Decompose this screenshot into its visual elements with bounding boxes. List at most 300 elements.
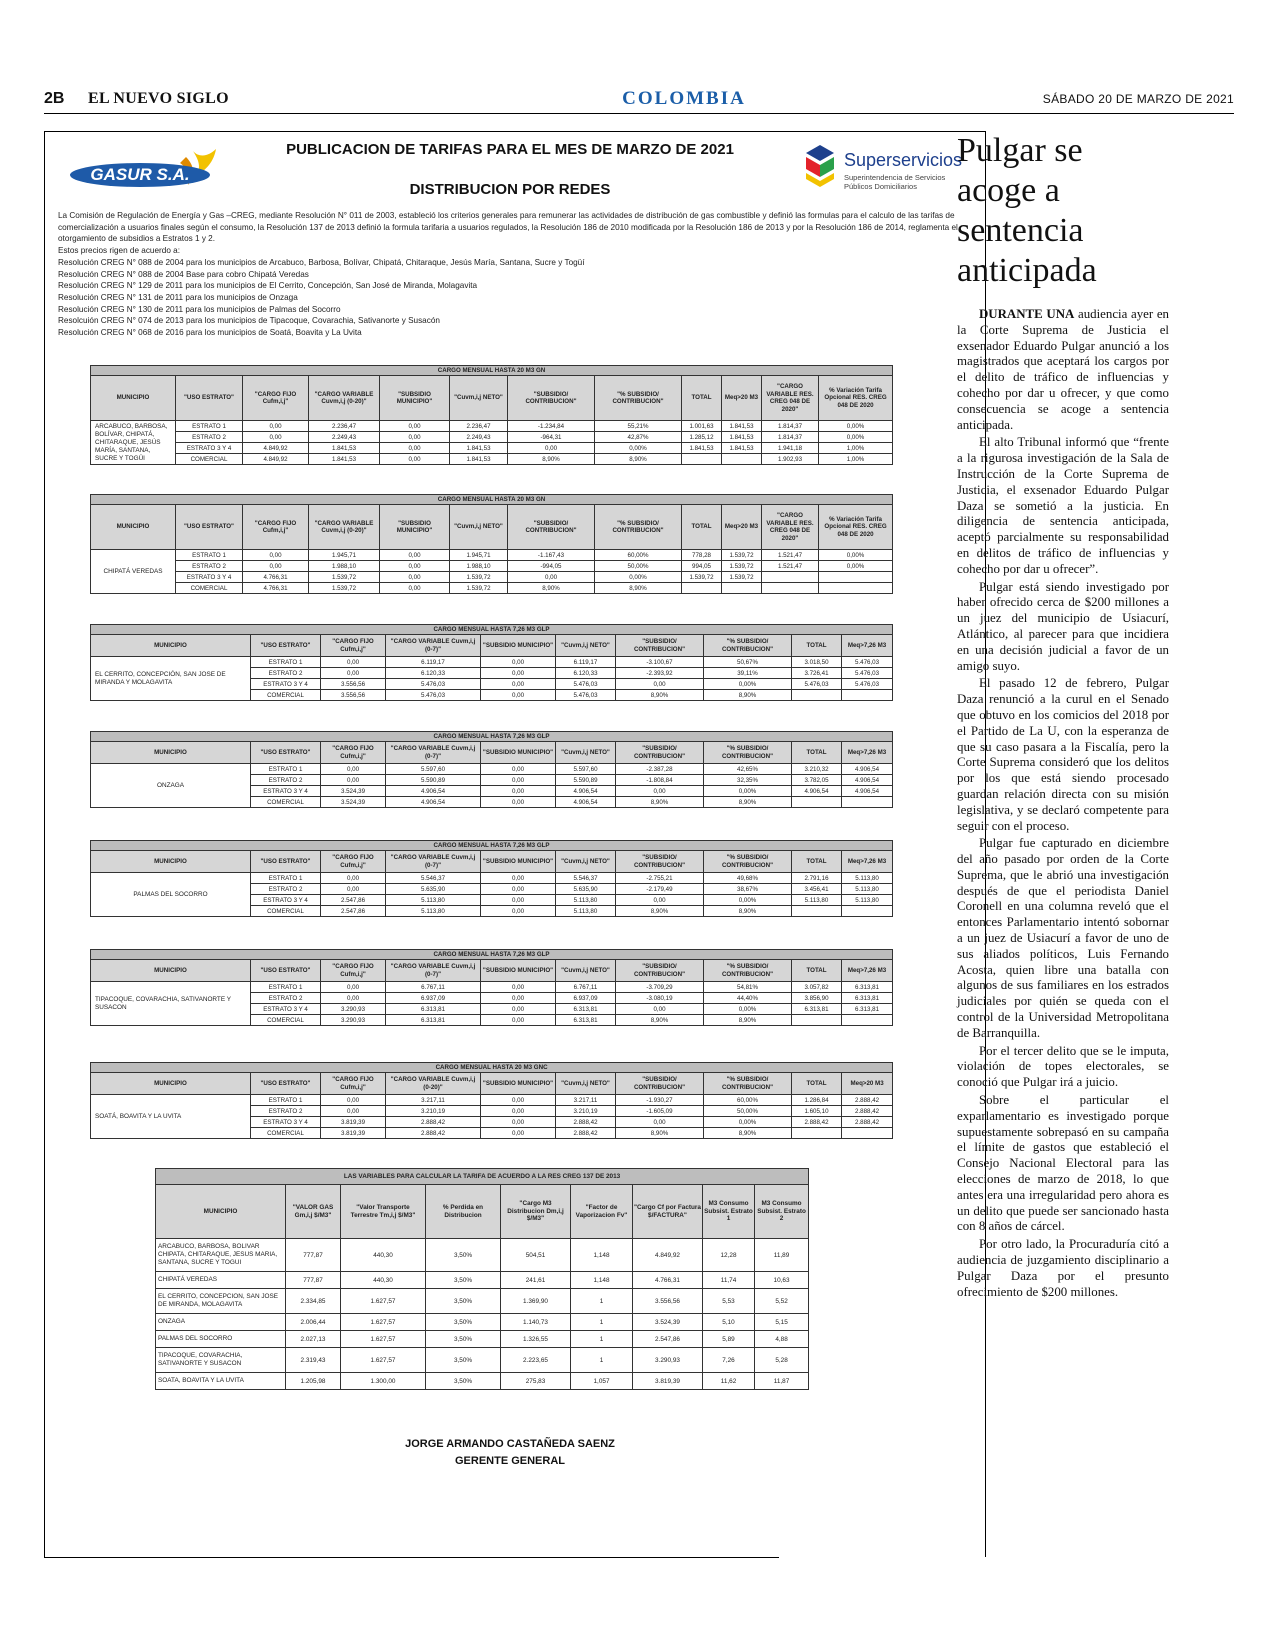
table-cell: 5.476,03 — [842, 679, 893, 690]
table-cell: 0,00 — [321, 1095, 386, 1106]
column-header: "% SUBSIDIO/ CONTRIBUCION" — [704, 742, 792, 764]
table-cell: 777,87 — [286, 1239, 341, 1272]
column-header: "CARGO VARIABLE Cuvm,i,j (0-7)" — [386, 742, 481, 764]
table-cell: 440,30 — [341, 1239, 426, 1272]
article-paragraph: El alto Tribunal informó que “frente a la rigurosa investigación de la Sala de Instrucción de la Corte Suprema de Justicia, el exsenador Eduardo Pulgar Daza se sometió a la justicia. En diligencia de sentencia anticipada, aceptó parcialmente su responsabilidad en delitos de tráfico de influencias y cohecho por dar u ofrecer”. — [957, 435, 1169, 576]
table-cell: ESTRATO 3 Y 4 — [251, 679, 321, 690]
column-header: "% SUBSIDIO/ CONTRIBUCION" — [595, 376, 682, 421]
table-cell: 0,00% — [595, 443, 682, 454]
table-cell: 3.556,56 — [321, 690, 386, 701]
issue-date: SÁBADO 20 DE MARZO DE 2021 — [1042, 92, 1234, 106]
table-cell: ESTRATO 1 — [251, 873, 321, 884]
table-cell: 3.819,39 — [321, 1117, 386, 1128]
table-cell: 0,00 — [380, 561, 450, 572]
column-header: Meq>20 M3 — [842, 1073, 893, 1095]
table-cell: ESTRATO 1 — [251, 657, 321, 668]
column-header: "SUBSIDIO MUNICIPIO" — [481, 1073, 556, 1095]
table-cell: 1.521,47 — [762, 550, 819, 561]
superservicios-subtitle: Superintendencia de Servicios Públicos Domiciliarios — [844, 173, 946, 191]
column-header: "% SUBSIDIO/ CONTRIBUCION" — [704, 635, 792, 657]
table-row — [156, 1272, 809, 1289]
table-cell — [792, 690, 842, 701]
table-cell: 3,50% — [426, 1289, 501, 1314]
table-caption-row — [91, 625, 893, 635]
column-header: "CARGO FIJO Cufm,i,j" — [321, 742, 386, 764]
column-header: "USO ESTRATO" — [251, 1073, 321, 1095]
table-row — [91, 1095, 893, 1106]
column-header: "CARGO VARIABLE Cuvm,i,j (0-7)" — [386, 635, 481, 657]
column-header: TOTAL — [682, 376, 722, 421]
table-cell: 3,50% — [426, 1331, 501, 1348]
table-cell: 8,90% — [595, 454, 682, 465]
table-cell: ESTRATO 3 Y 4 — [176, 443, 243, 454]
column-header: TOTAL — [792, 742, 842, 764]
table-header-row — [91, 376, 893, 421]
table-row — [91, 764, 893, 775]
table-cell: 5.113,80 — [386, 895, 481, 906]
tariff-table — [90, 949, 893, 1026]
column-header: M3 Consumo Subsist. Estrato 1 — [703, 1185, 755, 1239]
table-row — [156, 1348, 809, 1373]
column-header: "SUBSIDIO MUNICIPIO" — [481, 960, 556, 982]
table-cell: 0,00 — [481, 982, 556, 993]
table-cell: 2.547,86 — [633, 1331, 703, 1348]
column-header: % Variación Tarifa Opcional RES. CREG 048 DE 2020 — [819, 505, 893, 550]
table-cell: 0,00 — [481, 679, 556, 690]
article-paragraph: El pasado 12 de febrero, Pulgar Daza renunció a la curul en el Senado que obtuvo en los comicios del 2018 por el Partido de La U, con la esperanza de que su caso pasara a la Fiscalía, pero la Corte Suprema consideró que los delitos por los que está siendo procesado guardan relación directa con su misión legislativa, y se declaró competente para seguir con el proceso. — [957, 676, 1169, 833]
table-cell: 8,90% — [616, 690, 704, 701]
table-cell: 0,00 — [481, 1128, 556, 1139]
municipio-cell: TIPACOQUE, COVARACHIA, SATIVANORTE Y SUSACON — [156, 1348, 286, 1373]
column-header: "VALOR GAS Gm,i,j $/M3" — [286, 1185, 341, 1239]
table-cell: 6.313,81 — [386, 1004, 481, 1015]
signature-title: GERENTE GENERAL — [454, 1455, 565, 1467]
table-cell: 5.476,03 — [556, 679, 616, 690]
table-cell: ESTRATO 2 — [251, 668, 321, 679]
table-cell: 2.334,85 — [286, 1289, 341, 1314]
table-cell: 1.841,53 — [309, 454, 380, 465]
table-cell: 5.597,60 — [556, 764, 616, 775]
table-cell: 0,00 — [481, 690, 556, 701]
table-cell: 1.841,53 — [450, 454, 508, 465]
table-cell: 994,05 — [682, 561, 722, 572]
table-caption-row — [156, 1169, 809, 1185]
table-cell: 8,90% — [616, 797, 704, 808]
table-cell: 11,87 — [755, 1373, 809, 1390]
table-cell: 2.888,42 — [842, 1117, 893, 1128]
table-cell: 0,00 — [321, 764, 386, 775]
table-cell: -1.808,84 — [616, 775, 704, 786]
table-cell: 32,35% — [704, 775, 792, 786]
table-row — [91, 873, 893, 884]
table-cell: 6.313,81 — [556, 1004, 616, 1015]
table-cell: 5.546,37 — [556, 873, 616, 884]
column-header: "Cuvm,i,j NETO" — [556, 635, 616, 657]
table-row — [91, 454, 893, 465]
page-number: 2B — [44, 90, 65, 107]
table-cell: 3.217,11 — [556, 1095, 616, 1106]
table-cell: 3,50% — [426, 1373, 501, 1390]
table-cell: 0,00 — [616, 895, 704, 906]
table-cell: 3.856,90 — [792, 993, 842, 1004]
column-header: TOTAL — [792, 960, 842, 982]
table-caption: CARGO MENSUAL HASTA 20 M3 GN — [91, 495, 893, 505]
table-caption-row — [91, 366, 893, 376]
table-cell: ESTRATO 1 — [251, 982, 321, 993]
superservicios-name: Superservicios — [844, 150, 963, 170]
table-cell: 2.249,43 — [309, 432, 380, 443]
column-header: "USO ESTRATO" — [251, 960, 321, 982]
table-cell: 2.888,42 — [792, 1117, 842, 1128]
column-header: MUNICIPIO — [156, 1185, 286, 1239]
table-cell: ESTRATO 3 Y 4 — [251, 786, 321, 797]
column-header: Meq>7,26 M3 — [842, 851, 893, 873]
table-cell: ESTRATO 2 — [251, 993, 321, 1004]
column-header: MUNICIPIO — [91, 635, 251, 657]
column-header: MUNICIPIO — [91, 505, 176, 550]
table-cell: 2.547,86 — [321, 906, 386, 917]
table-cell: 1.841,53 — [722, 443, 762, 454]
table-cell: 4.849,92 — [633, 1239, 703, 1272]
table-cell: 2.888,42 — [386, 1117, 481, 1128]
table-cell: 4.766,31 — [633, 1272, 703, 1289]
table-cell — [842, 797, 893, 808]
table-cell: 3.018,50 — [792, 657, 842, 668]
table-cell: 1,148 — [571, 1272, 633, 1289]
table-cell: 0,00 — [380, 421, 450, 432]
table-cell: 42,87% — [595, 432, 682, 443]
article-paragraph: DURANTE UNA audiencia ayer en la Corte Suprema de Justicia el exsenador Eduardo Pulgar anunció a los magistrados que aceptará los cargos por el delito de tráfico de influencias y cohecho por dar u ofrecer, y que como consecuencia se acoge a sentencia anticipada. — [957, 307, 1169, 432]
table-cell: 5,89 — [703, 1331, 755, 1348]
table-row — [156, 1239, 809, 1272]
table-cell: 1.521,47 — [762, 561, 819, 572]
table-cell: 2.888,42 — [842, 1106, 893, 1117]
table-cell: 1.841,53 — [722, 421, 762, 432]
table-cell: 60,00% — [704, 1095, 792, 1106]
table-cell: 0,00 — [616, 679, 704, 690]
svg-text:GASUR S.A.: GASUR S.A. — [90, 165, 190, 184]
table-row — [91, 657, 893, 668]
table-cell: -1.930,27 — [616, 1095, 704, 1106]
column-header: "SUBSIDIO/ CONTRIBUCION" — [616, 960, 704, 982]
column-header: TOTAL — [682, 505, 722, 550]
table-cell: 4,88 — [755, 1331, 809, 1348]
table-cell: 0,00 — [481, 993, 556, 1004]
table-cell: 2.888,42 — [386, 1128, 481, 1139]
table-cell — [792, 906, 842, 917]
article-headline: Pulgar se acoge a sentencia anticipada — [957, 132, 1097, 289]
column-header: TOTAL — [792, 635, 842, 657]
table-cell: 5.113,80 — [842, 895, 893, 906]
municipio-cell: EL CERRITO, CONCEPCION, SAN JOSE DE MIRANDA, MOLAGAVITA — [156, 1289, 286, 1314]
article-paragraph: Pulgar está siendo investigado por haber ofrecido cerca de $200 millones a un juez del municipio de Usiacurí, Atlántico, al parecer para que incidiera en una decisión judicial a favor de un amigo suyo. — [957, 579, 1169, 673]
table-cell: 1.841,53 — [682, 443, 722, 454]
article-paragraph: Por el tercer delito que se le imputa, violación de topes electorales, se conoció que Pulgar irá a juicio. — [957, 1043, 1169, 1090]
table-cell: ESTRATO 1 — [251, 764, 321, 775]
table-cell: 8,90% — [616, 1015, 704, 1026]
table-cell: 6.767,11 — [556, 982, 616, 993]
table-cell: 6.937,09 — [386, 993, 481, 1004]
resolution-line: Resolcuión CREG N° 074 de 2013 para los municipios de Tipacoque, Covarachia, Sativanorte y Susacón — [58, 316, 440, 326]
table-cell — [722, 454, 762, 465]
table-cell: 11,74 — [703, 1272, 755, 1289]
table-cell: 1.539,72 — [722, 561, 762, 572]
table-cell: 0,00 — [321, 775, 386, 786]
table-cell: 5.597,60 — [386, 764, 481, 775]
table-cell: 1 — [571, 1289, 633, 1314]
table-cell: 5.476,03 — [556, 690, 616, 701]
table-cell: 3.210,32 — [792, 764, 842, 775]
table-cell: 1 — [571, 1348, 633, 1373]
table-cell: 4.766,31 — [243, 572, 309, 583]
table-cell: 0,00 — [481, 906, 556, 917]
table-cell: 4.906,54 — [792, 786, 842, 797]
table-cell: 0,00 — [321, 668, 386, 679]
table-cell: 4.849,92 — [243, 454, 309, 465]
table-cell: -2.179,49 — [616, 884, 704, 895]
table-cell: 5,10 — [703, 1314, 755, 1331]
table-cell: 0,00 — [616, 1117, 704, 1128]
page-header — [44, 86, 1234, 114]
table-cell: COMERCIAL — [251, 690, 321, 701]
column-header: MUNICIPIO — [91, 742, 251, 764]
table-cell: 0,00 — [481, 884, 556, 895]
table-cell: 8,90% — [704, 797, 792, 808]
column-header: "SUBSIDIO/ CONTRIBUCION" — [616, 635, 704, 657]
table-cell: 4.849,92 — [243, 443, 309, 454]
newspaper-name: EL NUEVO SIGLO — [88, 90, 229, 107]
table-cell: 5.590,89 — [556, 775, 616, 786]
table-cell: 0,00 — [321, 1106, 386, 1117]
table-cell — [842, 1015, 893, 1026]
table-cell: 0,00% — [704, 786, 792, 797]
table-cell: 0,00% — [819, 432, 893, 443]
table-cell: 5,28 — [755, 1348, 809, 1373]
table-cell: 0,00% — [595, 572, 682, 583]
table-cell: ESTRATO 2 — [176, 432, 243, 443]
column-header: "Cuvm,i,j NETO" — [450, 505, 508, 550]
table-cell: 0,00 — [481, 657, 556, 668]
table-cell: 4.906,54 — [842, 764, 893, 775]
table-cell: 60,00% — [595, 550, 682, 561]
table-cell: 3.524,39 — [633, 1314, 703, 1331]
table-cell: 0,00% — [819, 421, 893, 432]
municipio-cell: PALMAS DEL SOCORRO — [91, 873, 251, 917]
table-cell: 3.210,19 — [556, 1106, 616, 1117]
table-cell: ESTRATO 3 Y 4 — [251, 1004, 321, 1015]
tariff-table — [90, 494, 893, 594]
table-cell: 6.313,81 — [792, 1004, 842, 1015]
table-cell: ESTRATO 3 Y 4 — [251, 1117, 321, 1128]
table-cell: -964,31 — [508, 432, 595, 443]
table-cell: 1.814,37 — [762, 432, 819, 443]
resolution-line: Resolución CREG N° 129 de 2011 para los municipios de El Cerrito, Concepción, San José de Miranda, Molagavita — [58, 281, 478, 291]
municipio-cell: ARCABUCO, BARBOSA, BOLIVAR CHIPATA, CHITARAQUE, JESUS MARIA, SANTANA, SUCRE Y TOGUI — [156, 1239, 286, 1272]
table-cell — [682, 454, 722, 465]
table-cell: 5.113,80 — [792, 895, 842, 906]
table-cell: 5.113,80 — [386, 906, 481, 917]
table-cell: 0,00 — [380, 443, 450, 454]
table-header-row — [91, 851, 893, 873]
column-header: "CARGO FIJO Cufm,i,j" — [321, 1073, 386, 1095]
table-cell: 8,90% — [616, 906, 704, 917]
table-cell: 1.539,72 — [450, 583, 508, 594]
table-cell: 2.547,86 — [321, 895, 386, 906]
column-header: "SUBSIDIO/ CONTRIBUCION" — [616, 1073, 704, 1095]
column-header: "CARGO VARIABLE Cuvm,i,j (0-20)" — [309, 505, 380, 550]
table-cell: 3.217,11 — [386, 1095, 481, 1106]
prices-intro: Estos precios rigen de acuerdo a: — [58, 246, 180, 256]
table-cell: 11,89 — [755, 1239, 809, 1272]
table-cell: -1.605,09 — [616, 1106, 704, 1117]
column-header: MUNICIPIO — [91, 376, 176, 421]
table-row — [91, 421, 893, 432]
table-cell: 6.767,11 — [386, 982, 481, 993]
table-row — [156, 1373, 809, 1390]
table-cell: ESTRATO 2 — [251, 1106, 321, 1117]
table-cell: 3.556,56 — [633, 1289, 703, 1314]
table-cell: 8,90% — [508, 454, 595, 465]
tariff-ad-bottom-rule — [44, 1557, 779, 1558]
table-cell: 7,26 — [703, 1348, 755, 1373]
table-cell: 5.476,03 — [386, 679, 481, 690]
column-header: M3 Consumo Subsist. Estrato 2 — [755, 1185, 809, 1239]
table-cell: 39,11% — [704, 668, 792, 679]
table-cell: 275,83 — [501, 1373, 571, 1390]
resolution-line: Resolución CREG N° 088 de 2004 para los municipios de Arcabuco, Barbosa, Bolívar, Chipatá, Chitaraque, Jesús María, Santana, Sucre y Togüí — [58, 257, 585, 267]
table-cell: 0,00 — [321, 873, 386, 884]
column-header: % Perdida en Distribucion — [426, 1185, 501, 1239]
column-header: "SUBSIDIO MUNICIPIO" — [481, 851, 556, 873]
table-cell: 4.906,54 — [842, 775, 893, 786]
table-cell: 4.906,54 — [386, 786, 481, 797]
table-cell: 0,00 — [380, 432, 450, 443]
column-header: Meq>7,26 M3 — [842, 960, 893, 982]
table-cell: 3.290,93 — [321, 1004, 386, 1015]
table-cell: 1.841,53 — [450, 443, 508, 454]
table-cell: 4.906,54 — [556, 786, 616, 797]
table-cell: 6.120,33 — [556, 668, 616, 679]
table-cell: 0,00 — [481, 1117, 556, 1128]
lead-caps: DURANTE UNA — [979, 307, 1075, 321]
table-cell — [792, 1015, 842, 1026]
column-header: "SUBSIDIO/ CONTRIBUCION" — [508, 376, 595, 421]
table-cell: ESTRATO 2 — [251, 884, 321, 895]
table-cell: 49,68% — [704, 873, 792, 884]
column-header: "CARGO VARIABLE RES. CREG 048 DE 2020" — [762, 376, 819, 421]
table-cell: -2.387,28 — [616, 764, 704, 775]
table-caption: CARGO MENSUAL HASTA 20 M3 GNC — [91, 1063, 893, 1073]
article-paragraph: Pulgar fue capturado en diciembre del año pasado por orden de la Corte Suprema, que le abrió una investigación después de que el periodista Daniel Coronell en una columna reveló que el entonces Parlamentario intentó sobornar a un juez de Usiacurí a favor de uno de sus aliados políticos, Luis Fernando Acosta, quien libre una batalla con algunos de sus familiares en los estrados judiciales por quién se queda con el control de la Universidad Metropolitana de Barranquilla. — [957, 836, 1169, 1040]
table-cell — [819, 583, 893, 594]
table-cell: 1.205,98 — [286, 1373, 341, 1390]
table-cell: 3.210,19 — [386, 1106, 481, 1117]
table-cell: 2.027,13 — [286, 1331, 341, 1348]
column-header: "% SUBSIDIO/ CONTRIBUCION" — [704, 1073, 792, 1095]
table-cell: 12,28 — [703, 1239, 755, 1272]
table-cell: 8,90% — [704, 1015, 792, 1026]
table-cell: 3,50% — [426, 1314, 501, 1331]
table-cell: 440,30 — [341, 1272, 426, 1289]
table-cell: 6.313,81 — [842, 1004, 893, 1015]
resolution-line: Resolución CREG N° 130 de 2011 para los municipios de Palmas del Socorro — [58, 304, 341, 314]
table-cell — [842, 906, 893, 917]
table-cell — [842, 1128, 893, 1139]
table-cell: 2.236,47 — [309, 421, 380, 432]
table-cell: 2.319,43 — [286, 1348, 341, 1373]
table-cell: 3.782,05 — [792, 775, 842, 786]
table-header-row — [156, 1185, 809, 1239]
municipio-cell: ONZAGA — [156, 1314, 286, 1331]
table-row — [91, 443, 893, 454]
table-caption: CARGO MENSUAL HASTA 7,26 M3 GLP — [91, 841, 893, 851]
table-row — [91, 550, 893, 561]
table-cell: 50,00% — [595, 561, 682, 572]
table-cell: ESTRATO 2 — [251, 775, 321, 786]
table-row — [91, 572, 893, 583]
table-cell: 0,00 — [380, 454, 450, 465]
table-cell: 0,00% — [704, 1117, 792, 1128]
table-cell: 3,50% — [426, 1272, 501, 1289]
table-cell: 0,00 — [321, 884, 386, 895]
column-header: "Cuvm,i,j NETO" — [450, 376, 508, 421]
table-cell: 1.902,93 — [762, 454, 819, 465]
table-cell: COMERCIAL — [251, 1128, 321, 1139]
column-header: MUNICIPIO — [91, 1073, 251, 1095]
table-cell: -3.080,19 — [616, 993, 704, 1004]
table-cell: 0,00 — [243, 561, 309, 572]
table-cell: 0,00 — [380, 583, 450, 594]
table-cell: 1.941,18 — [762, 443, 819, 454]
column-header: "% SUBSIDIO/ CONTRIBUCION" — [704, 960, 792, 982]
table-caption-row — [91, 732, 893, 742]
table-cell: 1.988,10 — [309, 561, 380, 572]
table-cell: 1.627,57 — [341, 1331, 426, 1348]
table-cell: 1.945,71 — [450, 550, 508, 561]
table-cell: 3.726,41 — [792, 668, 842, 679]
table-cell: 2.888,42 — [556, 1128, 616, 1139]
ad-subtitle: DISTRIBUCION POR REDES — [409, 181, 611, 198]
table-cell: 1 — [571, 1331, 633, 1348]
table-row — [91, 561, 893, 572]
column-header: "SUBSIDIO/ CONTRIBUCION" — [616, 742, 704, 764]
table-header-row — [91, 1073, 893, 1095]
table-cell: 6.313,81 — [842, 982, 893, 993]
table-row — [156, 1314, 809, 1331]
table-cell: 3.819,39 — [633, 1373, 703, 1390]
table-cell: 50,67% — [704, 657, 792, 668]
column-header: "CARGO VARIABLE Cuvm,i,j (0-7)" — [386, 960, 481, 982]
table-cell: 778,28 — [682, 550, 722, 561]
table-cell: 777,87 — [286, 1272, 341, 1289]
table-cell: 1.539,72 — [309, 572, 380, 583]
table-cell: 3,50% — [426, 1348, 501, 1373]
section-title: COLOMBIA — [622, 88, 746, 109]
table-header-row — [91, 635, 893, 657]
table-cell: 5.476,03 — [792, 679, 842, 690]
table-cell: 0,00 — [481, 775, 556, 786]
table-cell: 1.539,72 — [722, 572, 762, 583]
table-caption-row — [91, 841, 893, 851]
municipio-cell: TIPACOQUE, COVARACHIA, SATIVANORTE Y SUSACON — [91, 982, 251, 1026]
table-cell: 1.140,73 — [501, 1314, 571, 1331]
column-header: "Cargo M3 Distribucion Dm,i,j $/M3" — [501, 1185, 571, 1239]
table-cell: 6.119,17 — [386, 657, 481, 668]
tariff-table — [90, 840, 893, 917]
column-header: "CARGO FIJO Cufm,i,j" — [243, 505, 309, 550]
column-header: TOTAL — [792, 1073, 842, 1095]
column-header: "Cuvm,i,j NETO" — [556, 1073, 616, 1095]
